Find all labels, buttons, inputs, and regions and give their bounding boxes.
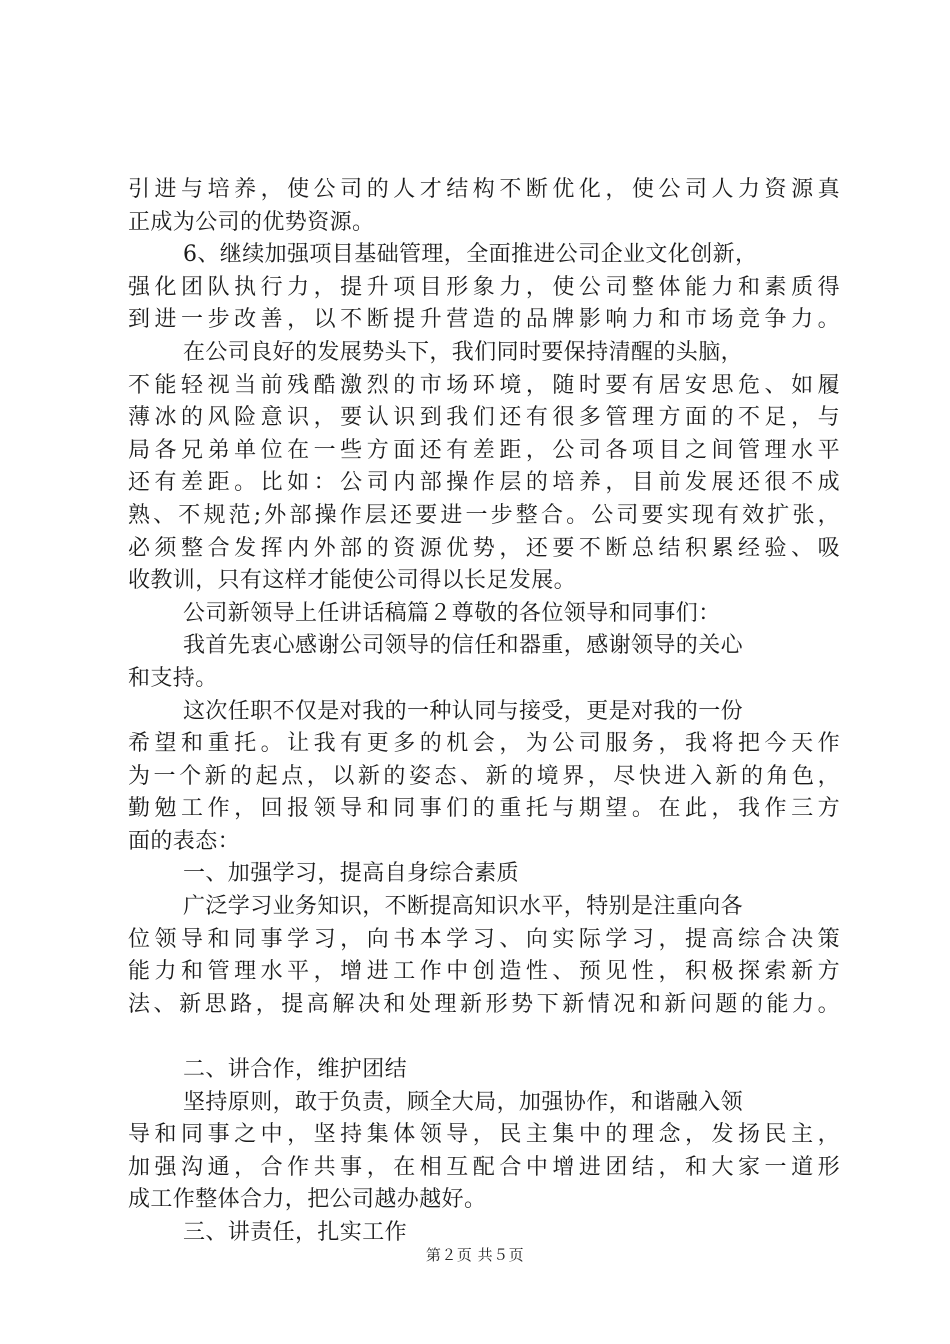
text-line: 这次任职不仅是对我的一种认同与接受，更是对我的一份: [183, 698, 744, 724]
text-line: 希望和重托。让我有更多的机会，为公司服务，我将把今天作: [128, 731, 840, 757]
text-line: 面的表态：: [128, 828, 241, 854]
text-line: 6、继续加强项目基础管理，全面推进公司企业文化创新，: [183, 242, 758, 268]
text-line: 引进与培养，使公司的人才结构不断优化，使公司人力资源真: [128, 177, 840, 202]
text-line: 薄冰的风险意识，要认识到我们还有很多管理方面的不足，与: [128, 405, 840, 431]
text-line: 我首先衷心感谢公司领导的信任和器重，感谢领导的关心: [183, 633, 744, 659]
text-line: 法、新思路，提高解决和处理新形势下新情况和新问题的能力。: [128, 991, 840, 1017]
text-line: 导和同事之中，坚持集体领导，民主集中的理念，发扬民主，: [128, 1122, 840, 1148]
text-line: 正成为公司的优势资源。: [128, 209, 375, 235]
text-line: 收教训，只有这样才能使公司得以长足发展。: [128, 568, 577, 594]
blank-line: [128, 1021, 840, 1054]
text-line: 勤勉工作，回报领导和同事们的重托与期望。在此，我作三方: [128, 796, 840, 822]
text-line: 熟、不规范;外部操作层还要进一步整合。公司要实现有效扩张，: [128, 502, 840, 528]
document-body: [128, 174, 840, 1250]
text-line: 在公司良好的发展势头下，我们同时要保持清醒的头脑，: [183, 339, 744, 365]
text-line: 到进一步改善，以不断提升营造的品牌影响力和市场竞争力。: [128, 307, 840, 333]
text-line: 一、加强学习，提高自身综合素质: [183, 861, 520, 887]
text-line: 为一个新的起点，以新的姿态、新的境界，尽快进入新的角色，: [128, 763, 840, 789]
text-line: 和支持。: [128, 665, 218, 691]
text-line: 三、讲责任，扎实工作: [183, 1220, 408, 1245]
text-line: 公司新领导上任讲话稿篇２尊敬的各位领导和同事们：: [183, 600, 721, 626]
text-line: 能力和管理水平，增进工作中创造性、预见性，积极探索新方: [128, 959, 840, 985]
text-line: 成工作整体合力，把公司越办越好。: [128, 1187, 487, 1213]
text-line: 不能轻视当前残酷激烈的市场环境，随时要有居安思危、如履: [128, 372, 840, 398]
page-footer: 第２页 共５页: [425, 1246, 525, 1264]
text-line: 坚持原则，敢于负责，顾全大局，加强协作，和谐融入领: [183, 1089, 744, 1115]
text-line: 还有差距。比如：公司内部操作层的培养，目前发展还很不成: [128, 470, 840, 496]
text-line: 广泛学习业务知识，不断提高知识水平，特别是注重向各: [183, 894, 744, 920]
text-line: 局各兄弟单位在一些方面还有差距，公司各项目之间管理水平: [128, 437, 840, 463]
text-line: 必须整合发挥内外部的资源优势，还要不断总结积累经验、吸: [128, 535, 840, 561]
text-line: 加强沟通，合作共事，在相互配合中增进团结，和大家一道形: [128, 1154, 840, 1180]
text-line: 强化团队执行力，提升项目形象力，使公司整体能力和素质得: [128, 274, 840, 300]
text-line: 位领导和同事学习，向书本学习、向实际学习，提高综合决策: [128, 926, 840, 952]
text-line: 二、讲合作，维护团结: [183, 1057, 408, 1083]
